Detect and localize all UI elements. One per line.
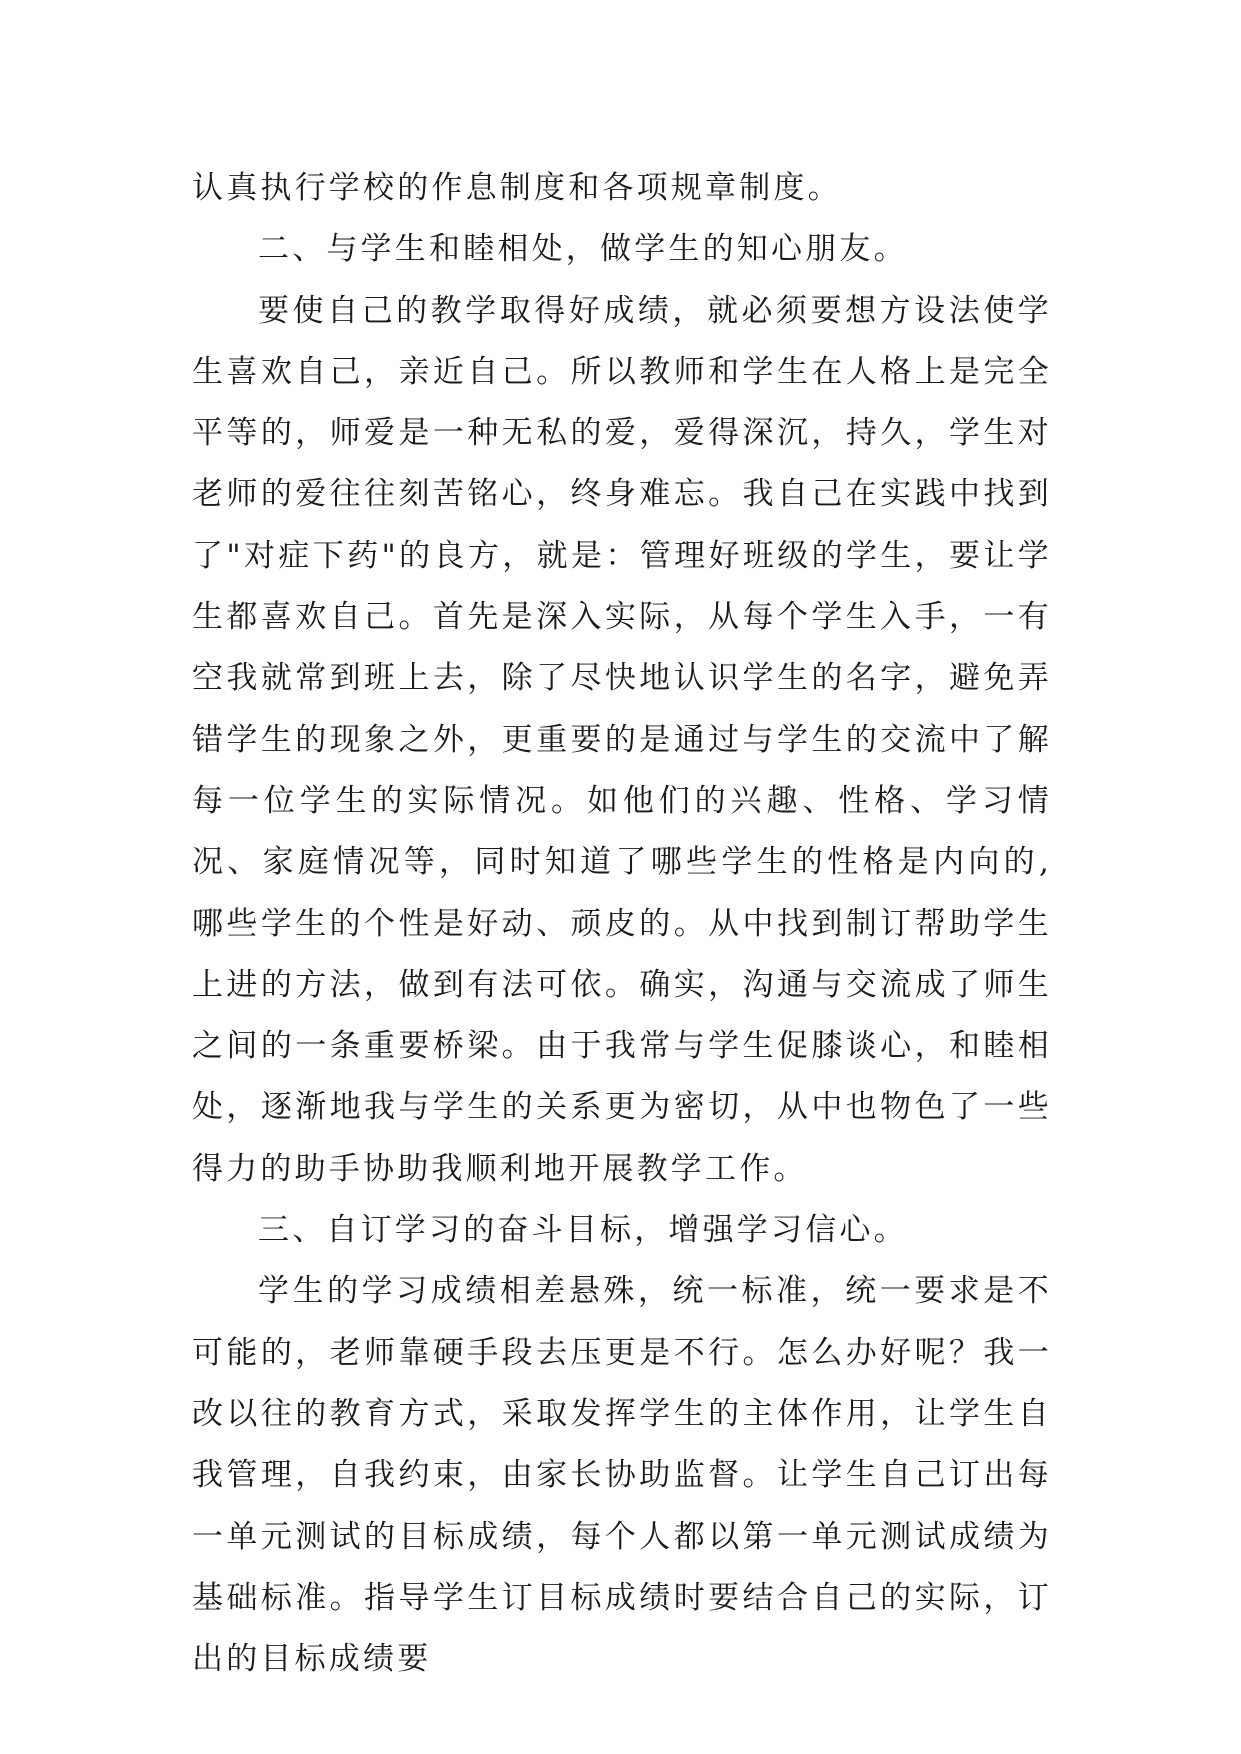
paragraph-learning-goals: 学生的学习成绩相差悬殊，统一标准，统一要求是不可能的，老师靠硬手段去压更是不行。怎么办好呢？我一改以往的教育方式，采取发挥学生的主体作用，让学生自我管理，自我约束，由家长协助监督。让学生自己订出每一单元测试的目标成绩，每个人都以第一单元测试成绩为基础标准。指导学生订目标成绩时要结合自己的实际，订出的目标成绩要 [192, 1273, 1052, 1678]
paragraph-teacher-student-relations: 要使自己的教学取得好成绩，就必须要想方设法使学生喜欢自己，亲近自己。所以教师和学生在人格上是完全平等的，师爱是一种无私的爱，爱得深沉，持久，学生对老师的爱往往刻苦铭心，终身难忘。我自己在实践中找到了"对症下药"的良方，就是：管理好班级的学生，要让学生都喜欢自己。首先是深入实际，从每个学生入手，一有空我就常到班上去，除了尽快地认识学生的名字，避免弄错学生的现象之外，更重要的是通过与学生的交流中了解每一位学生的实际情况。如他们的兴趣、性格、学习情况、家庭情况等，同时知道了哪些学生的性格是内向的,哪些学生的个性是好动、顽皮的。从中找到制订帮助学生上进的方法，做到有法可依。确实，沟通与交流成了师生之间的一条重要桥梁。由于我常与学生促膝谈心，和睦相处，逐渐地我与学生的关系更为密切，从中也物色了一些得力的助手协助我顺利地开展教学工作。 [192, 292, 1052, 1187]
section-heading-2: 二、与学生和睦相处，做学生的知心朋友。 [258, 231, 908, 268]
section-heading-3: 三、自订学习的奋斗目标，增强学习信心。 [258, 1212, 908, 1249]
paragraph-continuation: 认真执行学校的作息制度和各项规章制度。 [192, 170, 842, 206]
document-body [192, 158, 1052, 1690]
